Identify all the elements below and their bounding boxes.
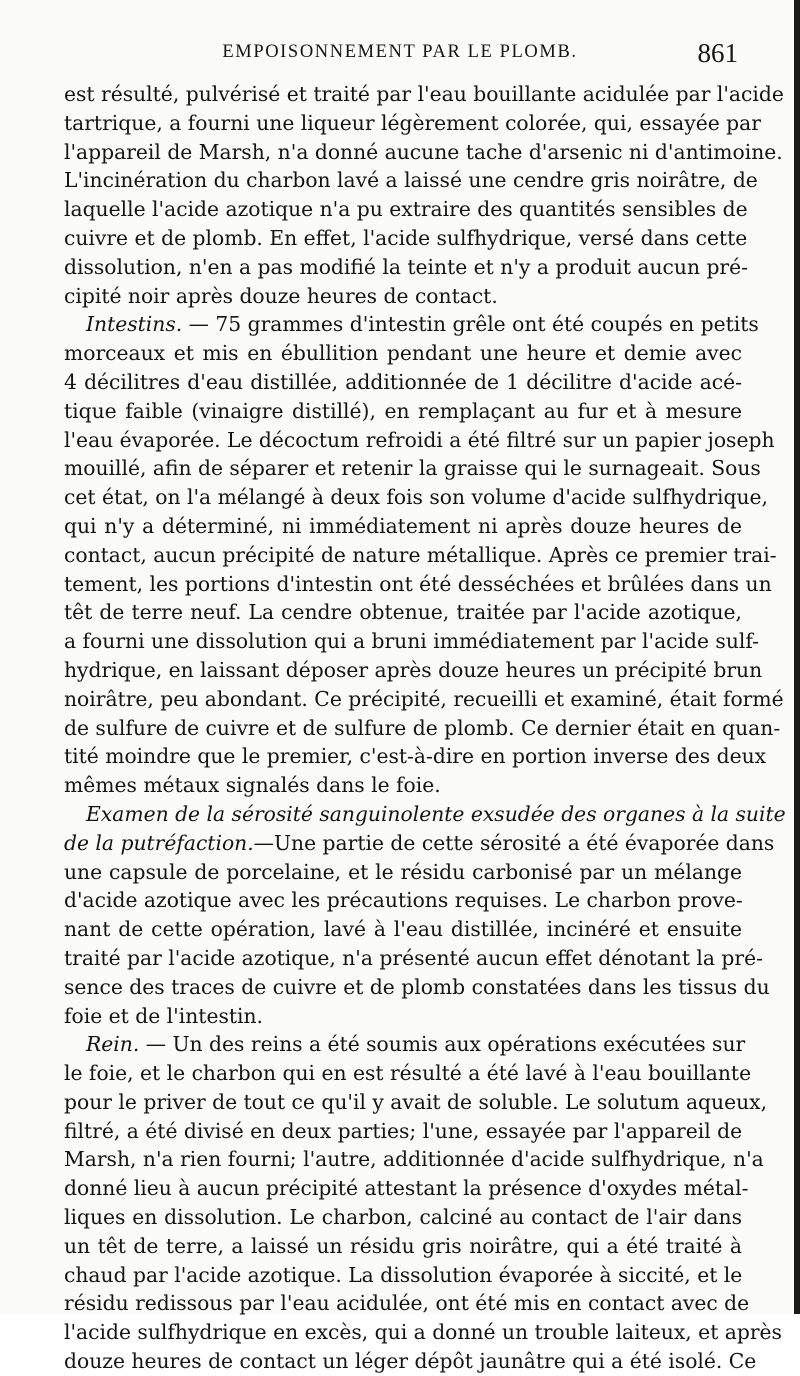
- text-line: l'acide sulfhydrique en excès, qui a donné un trouble laiteux, et après: [64, 1320, 782, 1345]
- text-line: pour le priver de tout ce qu'il y avait de soluble. Le solutum aqueux,: [64, 1089, 768, 1114]
- text-line: tement, les portions d'intestin ont été desséchées et brûlées dans un: [64, 571, 772, 596]
- text-line: Marsh, n'a rien fourni; l'autre, additionnée d'acide sulfhydrique, n'a: [64, 1147, 764, 1172]
- text-line: 4 décilitres d'eau distillée, additionnée de 1 décilitre d'acide acé-: [64, 369, 742, 394]
- text-line: un têt de terre, a laissé un résidu gris noirâtre, qui a été traité à: [64, 1233, 742, 1258]
- text-line: noirâtre, peu abondant. Ce précipité, recueilli et examiné, était formé: [64, 686, 784, 711]
- section-heading-intestins: Intestins.: [86, 312, 183, 337]
- text-line: hydrique, en laissant déposer après douze heures un précipité brun: [64, 657, 763, 682]
- page-header: [0, 38, 800, 74]
- text-line: filtré, a été divisé en deux parties; l'une, essayée par l'appareil de: [64, 1118, 743, 1143]
- text-line: résidu redissous par l'eau acidulée, ont été mis en contact avec de: [64, 1291, 750, 1316]
- text-line: qui n'y a déterminé, ni immédiatement ni après douze heures de: [64, 513, 742, 538]
- text-line: traité par l'acide azotique, n'a présenté aucun effet dénotant la pré-: [64, 945, 763, 970]
- text-line: liques en dissolution. Le charbon, calciné au contact de l'air dans: [64, 1205, 742, 1230]
- text-line: Intestins. — 75 grammes d'intestin grêle ont été coupés en petits: [86, 312, 759, 337]
- text-line: est résulté, pulvérisé et traité par l'eau bouillante acidulée par l'acide: [64, 82, 784, 106]
- text-line: sence des traces de cuivre et de plomb constatées dans les tissus du: [64, 974, 770, 999]
- text-line: a fourni une dissolution qui a bruni immédiatement par l'acide sulf-: [64, 629, 760, 654]
- text-line: d'acide azotique avec les précautions requises. Le charbon prove-: [64, 888, 743, 913]
- text-line: nant de cette opération, lavé à l'eau distillée, incinéré et ensuite: [64, 917, 742, 942]
- text-line: cet état, on l'a mélangé à deux fois son volume d'acide sulfhydrique,: [64, 485, 768, 510]
- text-line: douze heures de contact un léger dépôt jaunâtre qui a été isolé. Ce: [64, 1349, 757, 1374]
- text-line: contact, aucun précipité de nature métallique. Après ce premier trai-: [64, 542, 777, 567]
- text-line: morceaux et mis en ébullition pendant une heure et demie avec: [64, 341, 742, 366]
- body-text: [64, 80, 786, 1376]
- text-line: laquelle l'acide azotique n'a pu extraire des quantités sensibles de: [64, 197, 748, 222]
- text-line: le foie, et le charbon qui en est résulté a été lavé à l'eau bouillante: [64, 1061, 752, 1086]
- text-line: donné lieu à aucun précipité attestant la présence d'oxydes métal-: [64, 1176, 749, 1201]
- text-line: tartrique, a fourni une liqueur légèrement colorée, qui, essayée par: [64, 110, 761, 135]
- running-head: EMPOISONNEMENT PAR LE PLOMB.: [222, 42, 578, 62]
- text-line: mouillé, afin de séparer et retenir la graisse qui le surnageait. Sous: [64, 456, 761, 481]
- text-line: mêmes métaux signalés dans le foie.: [64, 773, 441, 798]
- text-line: têt de terre neuf. La cendre obtenue, traitée par l'acide azotique,: [64, 600, 742, 625]
- page-number: 861: [697, 38, 738, 68]
- text-line: l'eau évaporée. Le décoctum refroidi a été filtré sur un papier joseph: [64, 427, 775, 452]
- text-line: cuivre et de plomb. En effet, l'acide sulfhydrique, versé dans cette: [64, 225, 748, 250]
- text-line: Rein. — Un des reins a été soumis aux opérations exécutées sur: [86, 1032, 746, 1057]
- section-heading-serosite: Examen de la sérosité sanguinolente exsudée des organes à la suite: [86, 801, 786, 826]
- section-heading-rein: Rein.: [86, 1032, 140, 1057]
- text-line: L'incinération du charbon lavé a laissé une cendre gris noirâtre, de: [64, 168, 758, 193]
- text-line: de la putréfaction.—Une partie de cette sérosité a été évaporée dans: [64, 830, 775, 855]
- page-edge-shadow: [794, 0, 800, 1314]
- text-line: une capsule de porcelaine, et le résidu carbonisé par un mélange: [64, 859, 742, 884]
- text-line: dissolution, n'en a pas modifié la teinte et n'y a produit aucun pré-: [64, 254, 748, 279]
- text-line: [64, 800, 786, 829]
- text-line: chaud par l'acide azotique. La dissolution évaporée à siccité, et le: [64, 1262, 743, 1287]
- text-line: cipité noir après douze heures de contact.: [64, 283, 498, 308]
- text-line: foie et de l'intestin.: [64, 1003, 263, 1028]
- text-line: tité moindre que le premier, c'est-à-dire en portion inverse des deux: [64, 744, 767, 769]
- section-heading-serosite-cont: de la putréfaction.: [64, 830, 254, 855]
- text-line: l'appareil de Marsh, n'a donné aucune tache d'arsenic ni d'antimoine.: [64, 139, 783, 164]
- text-line: de sulfure de cuivre et de sulfure de plomb. Ce dernier était en quan-: [64, 715, 781, 740]
- text-line: tique faible (vinaigre distillé), en remplaçant au fur et à mesure: [64, 398, 742, 423]
